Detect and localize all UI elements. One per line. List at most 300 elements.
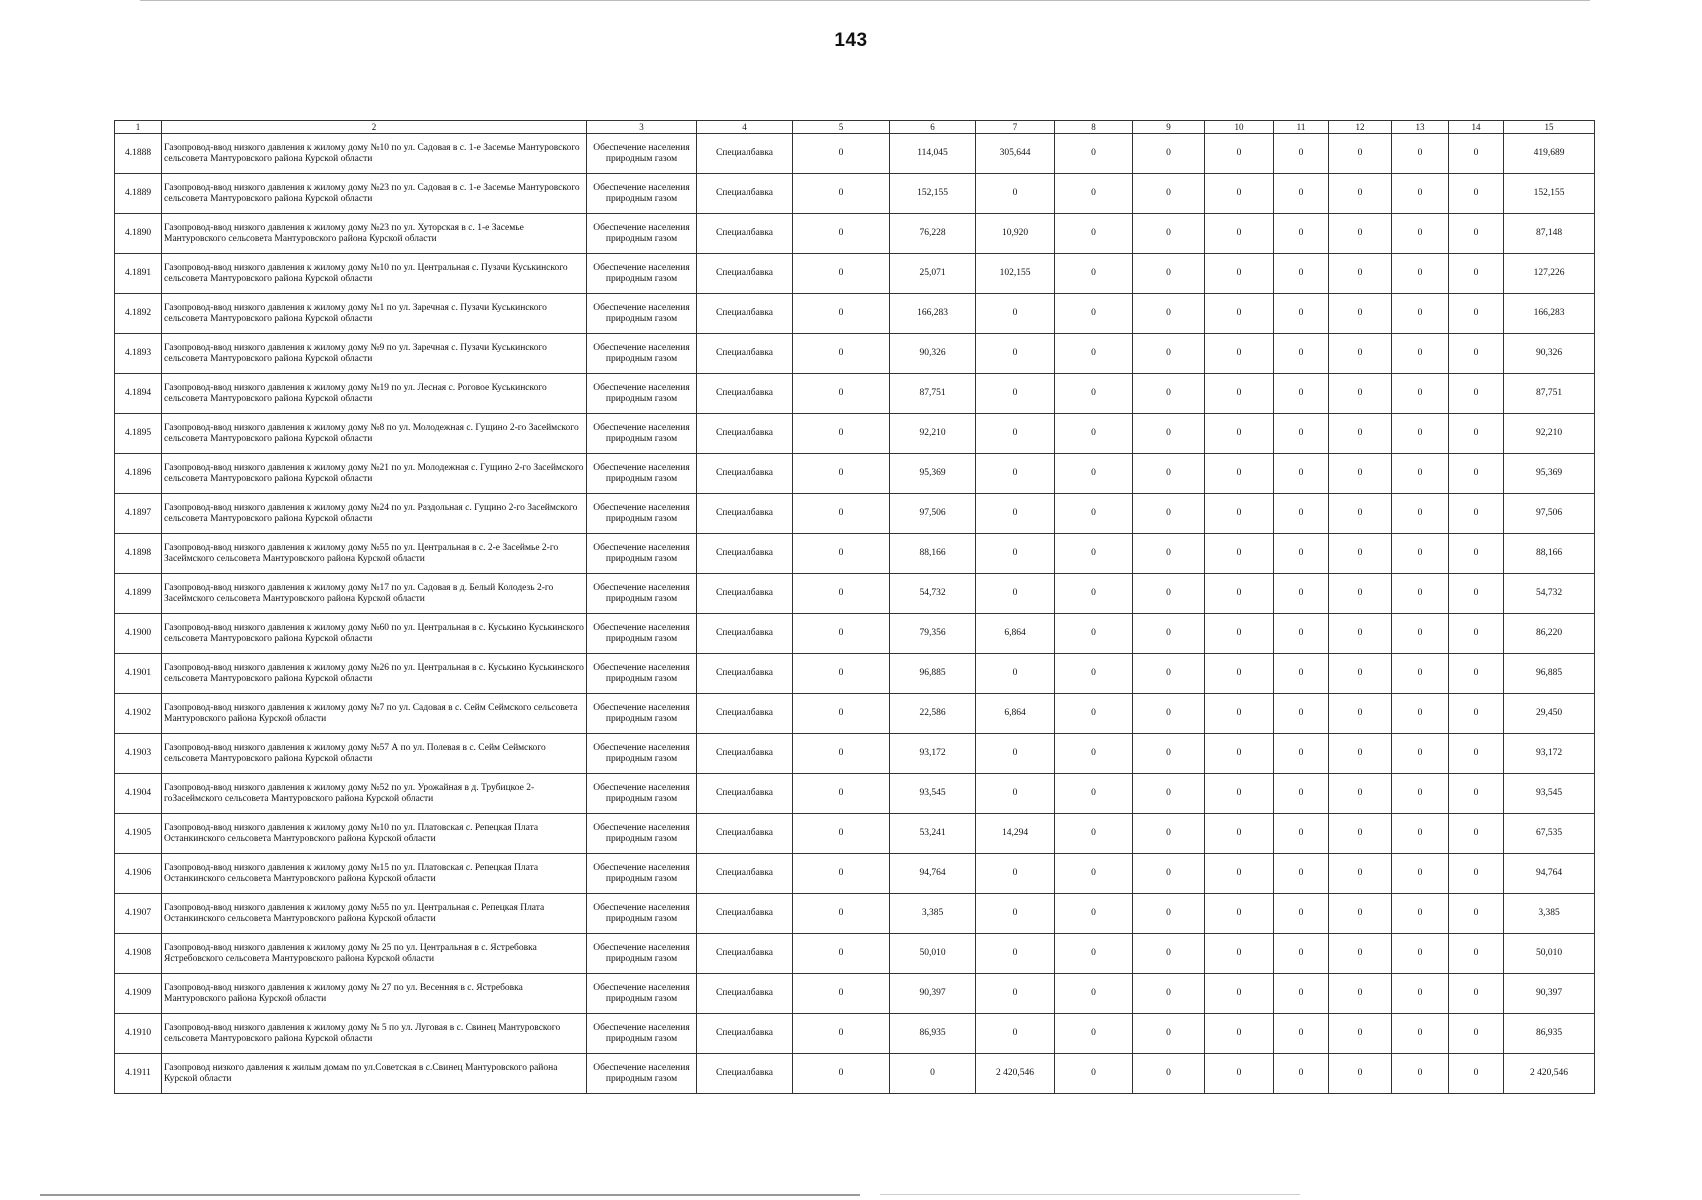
col-13-cell: 0 xyxy=(1392,494,1449,534)
col-6-cell: 166,283 xyxy=(890,294,976,334)
col-14-cell: 0 xyxy=(1449,694,1504,734)
object-name-cell: Газопровод-ввод низкого давления к жилому дому №55 по ул. Центральная с. Репецкая Плата Останкинского сельсовета Мантуровского района Курской области xyxy=(162,894,587,934)
object-name-cell: Газопровод-ввод низкого давления к жилому дому №10 по ул. Садовая в с. 1-е Засемье Мантуровского сельсовета Мантуровского района Курской области xyxy=(162,134,587,174)
col-7-cell: 0 xyxy=(976,414,1055,454)
col-10-cell: 0 xyxy=(1205,734,1274,774)
col-10-cell: 0 xyxy=(1205,814,1274,854)
col-13-cell: 0 xyxy=(1392,854,1449,894)
table-row xyxy=(115,734,1595,774)
col-5-cell: 0 xyxy=(793,494,890,534)
row-id-cell: 4.1893 xyxy=(115,334,162,374)
col-8-cell: 0 xyxy=(1055,574,1133,614)
col-14-cell: 0 xyxy=(1449,814,1504,854)
row-id-cell: 4.1905 xyxy=(115,814,162,854)
table-row xyxy=(115,294,1595,334)
column-header-13: 13 xyxy=(1392,121,1449,134)
col-6-cell: 96,885 xyxy=(890,654,976,694)
organization-cell: Специалбавка xyxy=(697,414,793,454)
row-id-cell: 4.1908 xyxy=(115,934,162,974)
col-6-cell: 93,172 xyxy=(890,734,976,774)
object-name-cell: Газопровод-ввод низкого давления к жилому дому №8 по ул. Молодежная с. Гущино 2-го Засеймского сельсовета Мантуровского района Курской области xyxy=(162,414,587,454)
col-5-cell: 0 xyxy=(793,334,890,374)
organization-cell: Специалбавка xyxy=(697,934,793,974)
col-11-cell: 0 xyxy=(1274,814,1329,854)
col-5-cell: 0 xyxy=(793,654,890,694)
total-cell: 94,764 xyxy=(1504,854,1595,894)
column-header-11: 11 xyxy=(1274,121,1329,134)
col-10-cell: 0 xyxy=(1205,1014,1274,1054)
col-6-cell: 90,326 xyxy=(890,334,976,374)
object-name-cell: Газопровод-ввод низкого давления к жилому дому №24 по ул. Раздольная с. Гущино 2-го Засеймского сельсовета Мантуровского района Курской области xyxy=(162,494,587,534)
table-row xyxy=(115,174,1595,214)
col-10-cell: 0 xyxy=(1205,174,1274,214)
col-12-cell: 0 xyxy=(1329,614,1392,654)
col-9-cell: 0 xyxy=(1133,734,1205,774)
col-11-cell: 0 xyxy=(1274,974,1329,1014)
col-14-cell: 0 xyxy=(1449,334,1504,374)
total-cell: 67,535 xyxy=(1504,814,1595,854)
col-14-cell: 0 xyxy=(1449,934,1504,974)
col-7-cell: 0 xyxy=(976,174,1055,214)
col-8-cell: 0 xyxy=(1055,374,1133,414)
col-11-cell: 0 xyxy=(1274,1054,1329,1094)
col-11-cell: 0 xyxy=(1274,1014,1329,1054)
row-id-cell: 4.1888 xyxy=(115,134,162,174)
purpose-cell: Обеспечение населения природным газом xyxy=(587,694,697,734)
col-12-cell: 0 xyxy=(1329,334,1392,374)
column-header-8: 8 xyxy=(1055,121,1133,134)
col-7-cell: 6,864 xyxy=(976,614,1055,654)
col-5-cell: 0 xyxy=(793,734,890,774)
organization-cell: Специалбавка xyxy=(697,214,793,254)
col-12-cell: 0 xyxy=(1329,934,1392,974)
col-6-cell: 114,045 xyxy=(890,134,976,174)
col-11-cell: 0 xyxy=(1274,494,1329,534)
purpose-cell: Обеспечение населения природным газом xyxy=(587,174,697,214)
scan-bottom-edge xyxy=(40,1194,860,1196)
col-8-cell: 0 xyxy=(1055,414,1133,454)
col-12-cell: 0 xyxy=(1329,734,1392,774)
col-9-cell: 0 xyxy=(1133,454,1205,494)
row-id-cell: 4.1892 xyxy=(115,294,162,334)
col-14-cell: 0 xyxy=(1449,454,1504,494)
purpose-cell: Обеспечение населения природным газом xyxy=(587,654,697,694)
col-6-cell: 86,935 xyxy=(890,1014,976,1054)
column-header-9: 9 xyxy=(1133,121,1205,134)
page-number: 143 xyxy=(834,30,868,51)
object-name-cell: Газопровод-ввод низкого давления к жилому дому №52 по ул. Урожайная в д. Трубицкое 2-гоЗасеймского сельсовета Мантуровского района Курской области xyxy=(162,774,587,814)
col-11-cell: 0 xyxy=(1274,854,1329,894)
purpose-cell: Обеспечение населения природным газом xyxy=(587,334,697,374)
table-row xyxy=(115,854,1595,894)
col-5-cell: 0 xyxy=(793,1054,890,1094)
col-13-cell: 0 xyxy=(1392,614,1449,654)
col-6-cell: 50,010 xyxy=(890,934,976,974)
col-8-cell: 0 xyxy=(1055,894,1133,934)
row-id-cell: 4.1900 xyxy=(115,614,162,654)
col-5-cell: 0 xyxy=(793,174,890,214)
col-8-cell: 0 xyxy=(1055,974,1133,1014)
col-7-cell: 0 xyxy=(976,654,1055,694)
purpose-cell: Обеспечение населения природным газом xyxy=(587,294,697,334)
col-11-cell: 0 xyxy=(1274,654,1329,694)
col-7-cell: 10,920 xyxy=(976,214,1055,254)
col-13-cell: 0 xyxy=(1392,654,1449,694)
col-12-cell: 0 xyxy=(1329,254,1392,294)
row-id-cell: 4.1899 xyxy=(115,574,162,614)
table-row xyxy=(115,1054,1595,1094)
col-7-cell: 0 xyxy=(976,854,1055,894)
col-13-cell: 0 xyxy=(1392,174,1449,214)
col-11-cell: 0 xyxy=(1274,614,1329,654)
col-10-cell: 0 xyxy=(1205,214,1274,254)
total-cell: 90,397 xyxy=(1504,974,1595,1014)
col-9-cell: 0 xyxy=(1133,934,1205,974)
column-header-5: 5 xyxy=(793,121,890,134)
col-9-cell: 0 xyxy=(1133,894,1205,934)
col-13-cell: 0 xyxy=(1392,1014,1449,1054)
column-header-10: 10 xyxy=(1205,121,1274,134)
object-name-cell: Газопровод низкого давления к жилым домам по ул.Советская в с.Свинец Мантуровского района Курской области xyxy=(162,1054,587,1094)
col-13-cell: 0 xyxy=(1392,894,1449,934)
col-5-cell: 0 xyxy=(793,614,890,654)
col-5-cell: 0 xyxy=(793,214,890,254)
object-name-cell: Газопровод-ввод низкого давления к жилому дому №10 по ул. Платовская с. Репецкая Плата Останкинского сельсовета Мантуровского района Курской области xyxy=(162,814,587,854)
table-row xyxy=(115,254,1595,294)
col-8-cell: 0 xyxy=(1055,454,1133,494)
organization-cell: Специалбавка xyxy=(697,974,793,1014)
col-14-cell: 0 xyxy=(1449,534,1504,574)
purpose-cell: Обеспечение населения природным газом xyxy=(587,1014,697,1054)
organization-cell: Специалбавка xyxy=(697,294,793,334)
organization-cell: Специалбавка xyxy=(697,1054,793,1094)
object-name-cell: Газопровод-ввод низкого давления к жилому дому №9 по ул. Заречная с. Пузачи Куськинского сельсовета Мантуровского района Курской области xyxy=(162,334,587,374)
col-8-cell: 0 xyxy=(1055,134,1133,174)
row-id-cell: 4.1897 xyxy=(115,494,162,534)
col-11-cell: 0 xyxy=(1274,174,1329,214)
table-row xyxy=(115,1014,1595,1054)
col-6-cell: 88,166 xyxy=(890,534,976,574)
col-12-cell: 0 xyxy=(1329,414,1392,454)
col-13-cell: 0 xyxy=(1392,814,1449,854)
col-11-cell: 0 xyxy=(1274,574,1329,614)
col-12-cell: 0 xyxy=(1329,694,1392,734)
table-row xyxy=(115,814,1595,854)
col-14-cell: 0 xyxy=(1449,734,1504,774)
col-6-cell: 87,751 xyxy=(890,374,976,414)
table-row xyxy=(115,334,1595,374)
col-7-cell: 102,155 xyxy=(976,254,1055,294)
col-14-cell: 0 xyxy=(1449,1014,1504,1054)
table-row xyxy=(115,454,1595,494)
col-8-cell: 0 xyxy=(1055,334,1133,374)
col-14-cell: 0 xyxy=(1449,254,1504,294)
table-row xyxy=(115,574,1595,614)
table-row xyxy=(115,374,1595,414)
col-7-cell: 0 xyxy=(976,454,1055,494)
row-id-cell: 4.1907 xyxy=(115,894,162,934)
col-13-cell: 0 xyxy=(1392,534,1449,574)
total-cell: 86,935 xyxy=(1504,1014,1595,1054)
col-9-cell: 0 xyxy=(1133,614,1205,654)
col-7-cell: 0 xyxy=(976,734,1055,774)
col-14-cell: 0 xyxy=(1449,214,1504,254)
col-7-cell: 0 xyxy=(976,974,1055,1014)
scan-bottom-edge-faint xyxy=(880,1194,1300,1195)
table-row xyxy=(115,654,1595,694)
col-5-cell: 0 xyxy=(793,974,890,1014)
col-9-cell: 0 xyxy=(1133,134,1205,174)
col-10-cell: 0 xyxy=(1205,654,1274,694)
table-row xyxy=(115,134,1595,174)
row-id-cell: 4.1895 xyxy=(115,414,162,454)
col-5-cell: 0 xyxy=(793,1014,890,1054)
gas-pipeline-table xyxy=(114,120,1595,1094)
total-cell: 93,172 xyxy=(1504,734,1595,774)
col-13-cell: 0 xyxy=(1392,254,1449,294)
col-5-cell: 0 xyxy=(793,534,890,574)
col-7-cell: 2 420,546 xyxy=(976,1054,1055,1094)
column-header-3: 3 xyxy=(587,121,697,134)
col-11-cell: 0 xyxy=(1274,374,1329,414)
col-7-cell: 0 xyxy=(976,294,1055,334)
col-9-cell: 0 xyxy=(1133,174,1205,214)
col-8-cell: 0 xyxy=(1055,254,1133,294)
col-12-cell: 0 xyxy=(1329,174,1392,214)
col-13-cell: 0 xyxy=(1392,774,1449,814)
col-12-cell: 0 xyxy=(1329,494,1392,534)
col-6-cell: 3,385 xyxy=(890,894,976,934)
purpose-cell: Обеспечение населения природным газом xyxy=(587,814,697,854)
column-header-15: 15 xyxy=(1504,121,1595,134)
total-cell: 3,385 xyxy=(1504,894,1595,934)
col-12-cell: 0 xyxy=(1329,774,1392,814)
col-10-cell: 0 xyxy=(1205,454,1274,494)
col-12-cell: 0 xyxy=(1329,1054,1392,1094)
row-id-cell: 4.1902 xyxy=(115,694,162,734)
col-14-cell: 0 xyxy=(1449,494,1504,534)
col-8-cell: 0 xyxy=(1055,814,1133,854)
purpose-cell: Обеспечение населения природным газом xyxy=(587,254,697,294)
col-5-cell: 0 xyxy=(793,814,890,854)
column-header-7: 7 xyxy=(976,121,1055,134)
col-10-cell: 0 xyxy=(1205,694,1274,734)
total-cell: 54,732 xyxy=(1504,574,1595,614)
col-5-cell: 0 xyxy=(793,414,890,454)
col-12-cell: 0 xyxy=(1329,974,1392,1014)
total-cell: 152,155 xyxy=(1504,174,1595,214)
organization-cell: Специалбавка xyxy=(697,134,793,174)
object-name-cell: Газопровод-ввод низкого давления к жилому дому №19 по ул. Лесная с. Роговое Куськинского сельсовета Мантуровского района Курской области xyxy=(162,374,587,414)
col-5-cell: 0 xyxy=(793,934,890,974)
col-9-cell: 0 xyxy=(1133,574,1205,614)
col-8-cell: 0 xyxy=(1055,1054,1133,1094)
object-name-cell: Газопровод-ввод низкого давления к жилому дому №23 по ул. Садовая в с. 1-е Засемье Мантуровского сельсовета Мантуровского района Курской области xyxy=(162,174,587,214)
col-14-cell: 0 xyxy=(1449,294,1504,334)
total-cell: 96,885 xyxy=(1504,654,1595,694)
col-7-cell: 0 xyxy=(976,1014,1055,1054)
organization-cell: Специалбавка xyxy=(697,374,793,414)
col-5-cell: 0 xyxy=(793,454,890,494)
col-11-cell: 0 xyxy=(1274,454,1329,494)
table-row xyxy=(115,934,1595,974)
col-7-cell: 0 xyxy=(976,374,1055,414)
col-13-cell: 0 xyxy=(1392,1054,1449,1094)
col-8-cell: 0 xyxy=(1055,934,1133,974)
organization-cell: Специалбавка xyxy=(697,694,793,734)
col-11-cell: 0 xyxy=(1274,134,1329,174)
total-cell: 87,148 xyxy=(1504,214,1595,254)
col-9-cell: 0 xyxy=(1133,774,1205,814)
col-10-cell: 0 xyxy=(1205,854,1274,894)
total-cell: 90,326 xyxy=(1504,334,1595,374)
object-name-cell: Газопровод-ввод низкого давления к жилому дому №1 по ул. Заречная с. Пузачи Куськинского сельсовета Мантуровского района Курской области xyxy=(162,294,587,334)
col-10-cell: 0 xyxy=(1205,494,1274,534)
col-6-cell: 93,545 xyxy=(890,774,976,814)
col-10-cell: 0 xyxy=(1205,414,1274,454)
col-10-cell: 0 xyxy=(1205,374,1274,414)
col-13-cell: 0 xyxy=(1392,134,1449,174)
col-5-cell: 0 xyxy=(793,574,890,614)
col-9-cell: 0 xyxy=(1133,374,1205,414)
col-8-cell: 0 xyxy=(1055,214,1133,254)
col-6-cell: 53,241 xyxy=(890,814,976,854)
purpose-cell: Обеспечение населения природным газом xyxy=(587,574,697,614)
object-name-cell: Газопровод-ввод низкого давления к жилому дому №21 по ул. Молодежная с. Гущино 2-го Засеймского сельсовета Мантуровского района Курской области xyxy=(162,454,587,494)
total-cell: 419,689 xyxy=(1504,134,1595,174)
col-7-cell: 0 xyxy=(976,494,1055,534)
col-7-cell: 305,644 xyxy=(976,134,1055,174)
organization-cell: Специалбавка xyxy=(697,894,793,934)
row-id-cell: 4.1903 xyxy=(115,734,162,774)
purpose-cell: Обеспечение населения природным газом xyxy=(587,734,697,774)
organization-cell: Специалбавка xyxy=(697,494,793,534)
col-12-cell: 0 xyxy=(1329,894,1392,934)
object-name-cell: Газопровод-ввод низкого давления к жилому дому №15 по ул. Платовская с. Репецкая Плата Останкинского сельсовета Мантуровского района Курской области xyxy=(162,854,587,894)
col-6-cell: 90,397 xyxy=(890,974,976,1014)
organization-cell: Специалбавка xyxy=(697,534,793,574)
col-10-cell: 0 xyxy=(1205,894,1274,934)
purpose-cell: Обеспечение населения природным газом xyxy=(587,414,697,454)
col-11-cell: 0 xyxy=(1274,894,1329,934)
col-8-cell: 0 xyxy=(1055,614,1133,654)
col-12-cell: 0 xyxy=(1329,374,1392,414)
col-11-cell: 0 xyxy=(1274,534,1329,574)
col-7-cell: 6,864 xyxy=(976,694,1055,734)
col-6-cell: 97,506 xyxy=(890,494,976,534)
purpose-cell: Обеспечение населения природным газом xyxy=(587,774,697,814)
object-name-cell: Газопровод-ввод низкого давления к жилому дому №7 по ул. Садовая в с. Сейм Сеймского сельсовета Мантуровского района Курской области xyxy=(162,694,587,734)
col-13-cell: 0 xyxy=(1392,974,1449,1014)
col-12-cell: 0 xyxy=(1329,814,1392,854)
total-cell: 88,166 xyxy=(1504,534,1595,574)
col-7-cell: 0 xyxy=(976,774,1055,814)
col-8-cell: 0 xyxy=(1055,774,1133,814)
col-11-cell: 0 xyxy=(1274,214,1329,254)
object-name-cell: Газопровод-ввод низкого давления к жилому дому №57 А по ул. Полевая в с. Сейм Сеймского сельсовета Мантуровского района Курской области xyxy=(162,734,587,774)
col-6-cell: 54,732 xyxy=(890,574,976,614)
object-name-cell: Газопровод-ввод низкого давления к жилому дому №55 по ул. Центральная в с. 2-е Засеймье 2-го Засеймского сельсовета Мантуровского района Курской области xyxy=(162,534,587,574)
table-row xyxy=(115,534,1595,574)
total-cell: 127,226 xyxy=(1504,254,1595,294)
object-name-cell: Газопровод-ввод низкого давления к жилому дому № 25 по ул. Центральная в с. Ястребовка Ястребовского сельсовета Мантуровского района Курской области xyxy=(162,934,587,974)
col-9-cell: 0 xyxy=(1133,1054,1205,1094)
col-12-cell: 0 xyxy=(1329,294,1392,334)
col-12-cell: 0 xyxy=(1329,574,1392,614)
col-8-cell: 0 xyxy=(1055,654,1133,694)
col-5-cell: 0 xyxy=(793,134,890,174)
col-10-cell: 0 xyxy=(1205,334,1274,374)
organization-cell: Специалбавка xyxy=(697,814,793,854)
col-9-cell: 0 xyxy=(1133,294,1205,334)
column-header-12: 12 xyxy=(1329,121,1392,134)
column-header-2: 2 xyxy=(162,121,587,134)
total-cell: 166,283 xyxy=(1504,294,1595,334)
col-13-cell: 0 xyxy=(1392,454,1449,494)
column-header-6: 6 xyxy=(890,121,976,134)
col-5-cell: 0 xyxy=(793,254,890,294)
total-cell: 95,369 xyxy=(1504,454,1595,494)
col-13-cell: 0 xyxy=(1392,694,1449,734)
purpose-cell: Обеспечение населения природным газом xyxy=(587,534,697,574)
col-10-cell: 0 xyxy=(1205,934,1274,974)
col-14-cell: 0 xyxy=(1449,654,1504,694)
col-8-cell: 0 xyxy=(1055,294,1133,334)
col-14-cell: 0 xyxy=(1449,414,1504,454)
col-9-cell: 0 xyxy=(1133,654,1205,694)
col-13-cell: 0 xyxy=(1392,934,1449,974)
total-cell: 50,010 xyxy=(1504,934,1595,974)
col-14-cell: 0 xyxy=(1449,894,1504,934)
purpose-cell: Обеспечение населения природным газом xyxy=(587,614,697,654)
col-14-cell: 0 xyxy=(1449,574,1504,614)
col-8-cell: 0 xyxy=(1055,534,1133,574)
col-11-cell: 0 xyxy=(1274,414,1329,454)
col-14-cell: 0 xyxy=(1449,614,1504,654)
col-5-cell: 0 xyxy=(793,694,890,734)
col-14-cell: 0 xyxy=(1449,134,1504,174)
col-6-cell: 92,210 xyxy=(890,414,976,454)
table-row xyxy=(115,774,1595,814)
col-12-cell: 0 xyxy=(1329,534,1392,574)
row-id-cell: 4.1891 xyxy=(115,254,162,294)
organization-cell: Специалбавка xyxy=(697,454,793,494)
organization-cell: Специалбавка xyxy=(697,734,793,774)
purpose-cell: Обеспечение населения природным газом xyxy=(587,134,697,174)
purpose-cell: Обеспечение населения природным газом xyxy=(587,934,697,974)
total-cell: 2 420,546 xyxy=(1504,1054,1595,1094)
col-10-cell: 0 xyxy=(1205,774,1274,814)
table-row xyxy=(115,414,1595,454)
col-9-cell: 0 xyxy=(1133,254,1205,294)
col-5-cell: 0 xyxy=(793,374,890,414)
object-name-cell: Газопровод-ввод низкого давления к жилому дому № 5 по ул. Луговая в с. Свинец Мантуровского сельсовета Мантуровского района Курской области xyxy=(162,1014,587,1054)
col-11-cell: 0 xyxy=(1274,294,1329,334)
col-9-cell: 0 xyxy=(1133,694,1205,734)
table-row xyxy=(115,214,1595,254)
col-5-cell: 0 xyxy=(793,854,890,894)
table-row xyxy=(115,614,1595,654)
col-12-cell: 0 xyxy=(1329,214,1392,254)
organization-cell: Специалбавка xyxy=(697,574,793,614)
row-id-cell: 4.1896 xyxy=(115,454,162,494)
purpose-cell: Обеспечение населения природным газом xyxy=(587,454,697,494)
col-8-cell: 0 xyxy=(1055,1014,1133,1054)
organization-cell: Специалбавка xyxy=(697,334,793,374)
col-13-cell: 0 xyxy=(1392,214,1449,254)
purpose-cell: Обеспечение населения природным газом xyxy=(587,494,697,534)
col-10-cell: 0 xyxy=(1205,254,1274,294)
